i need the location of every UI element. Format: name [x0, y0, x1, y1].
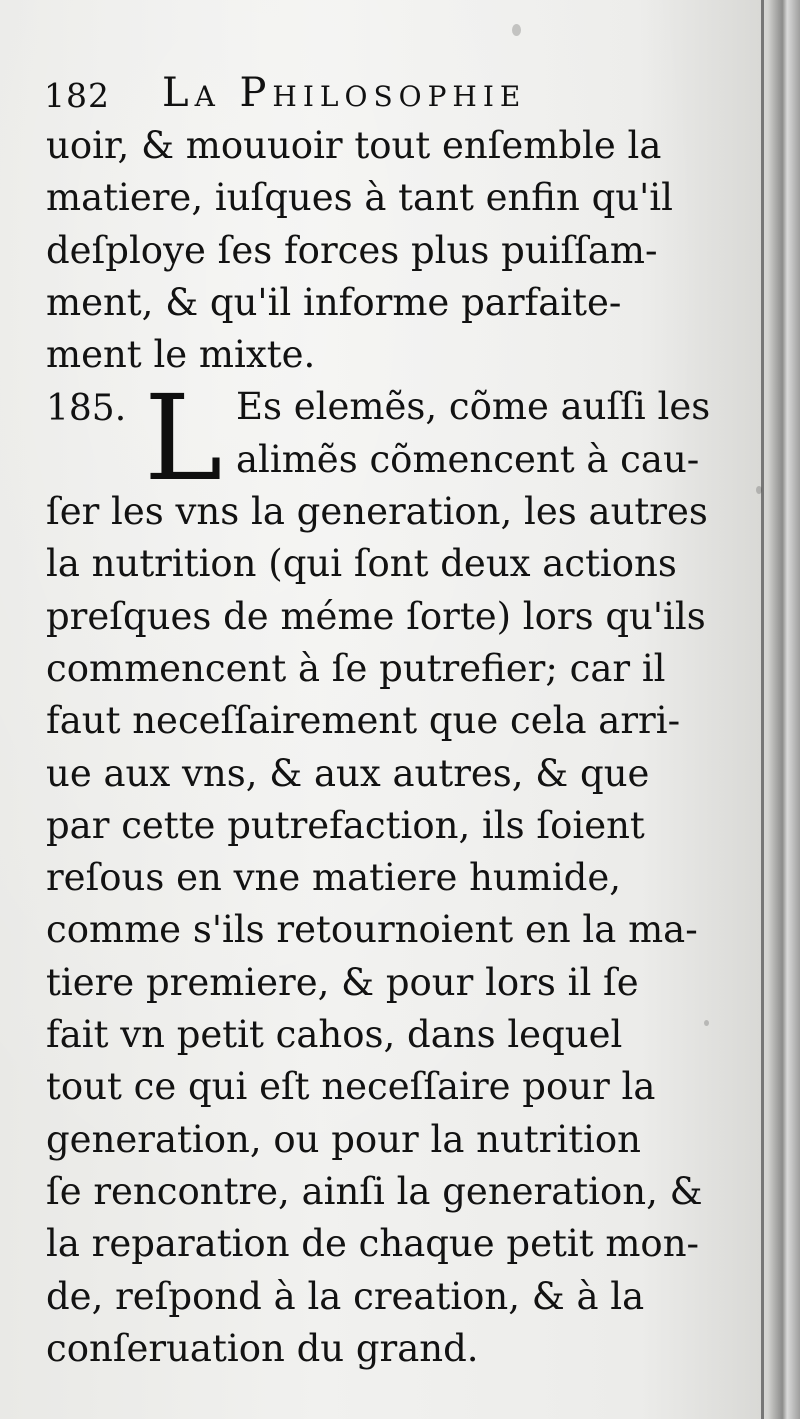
text-line: ment le mixte.: [46, 333, 316, 377]
body-text: [46, 120, 711, 1375]
text-line: ment, & qu'il informe parfaite-: [46, 280, 622, 324]
text-line: tiere premiere, & pour lors il ſe: [46, 960, 639, 1004]
page-gutter-shadow: [761, 0, 764, 1419]
text-line: la nutrition (qui ſont deux actions: [46, 542, 677, 586]
text-line: preſques de méme ſorte) lors qu'ils: [46, 594, 706, 638]
text-line: fait vn petit cahos, dans lequel: [46, 1013, 623, 1057]
ink-speck: [756, 486, 762, 494]
page-edge: [768, 0, 800, 1419]
text-line: de, reſpond à la creation, & à la: [46, 1274, 645, 1318]
page-number: 182: [44, 76, 110, 115]
text-line: ſe rencontre, ainſi la generation, &: [46, 1169, 703, 1213]
drop-cap: L: [144, 369, 223, 507]
ink-speck: [704, 1020, 709, 1026]
text-line: tout ce qui eſt neceſſaire pour la: [46, 1065, 656, 1109]
text-line: conſeruation du grand.: [46, 1326, 479, 1370]
text-line: commencent à ſe putrefier; car il: [46, 646, 666, 690]
text-line: reſous en vne matiere humide,: [46, 856, 622, 900]
text-line: par cette putrefaction, ils ſoient: [46, 803, 645, 847]
text-line: alimẽs cõmencent à cau-: [236, 437, 700, 481]
text-line: Es elemẽs, cõme auſſi les: [236, 385, 711, 429]
ink-speck: [512, 24, 521, 36]
text-line: ſer les vns la generation, les autres: [46, 490, 708, 534]
text-line: deſploye ſes forces plus puiſſam-: [46, 228, 658, 272]
text-line: faut neceſſairement que cela arri-: [46, 699, 681, 743]
text-line: matiere, iuſques à tant enfin qu'il: [46, 176, 673, 220]
running-title: La Philosophie: [162, 70, 527, 116]
text-line: la reparation de chaque petit mon-: [46, 1222, 700, 1266]
text-line: uoir, & mouuoir tout enſemble la: [46, 124, 662, 167]
paragraph-number: 185.: [46, 388, 127, 429]
page-header: [44, 62, 704, 122]
text-line: generation, ou pour la nutrition: [46, 1117, 641, 1161]
text-line: comme s'ils retournoient en la ma-: [46, 908, 698, 952]
text-line: ue aux vns, & aux autres, & que: [46, 751, 650, 795]
